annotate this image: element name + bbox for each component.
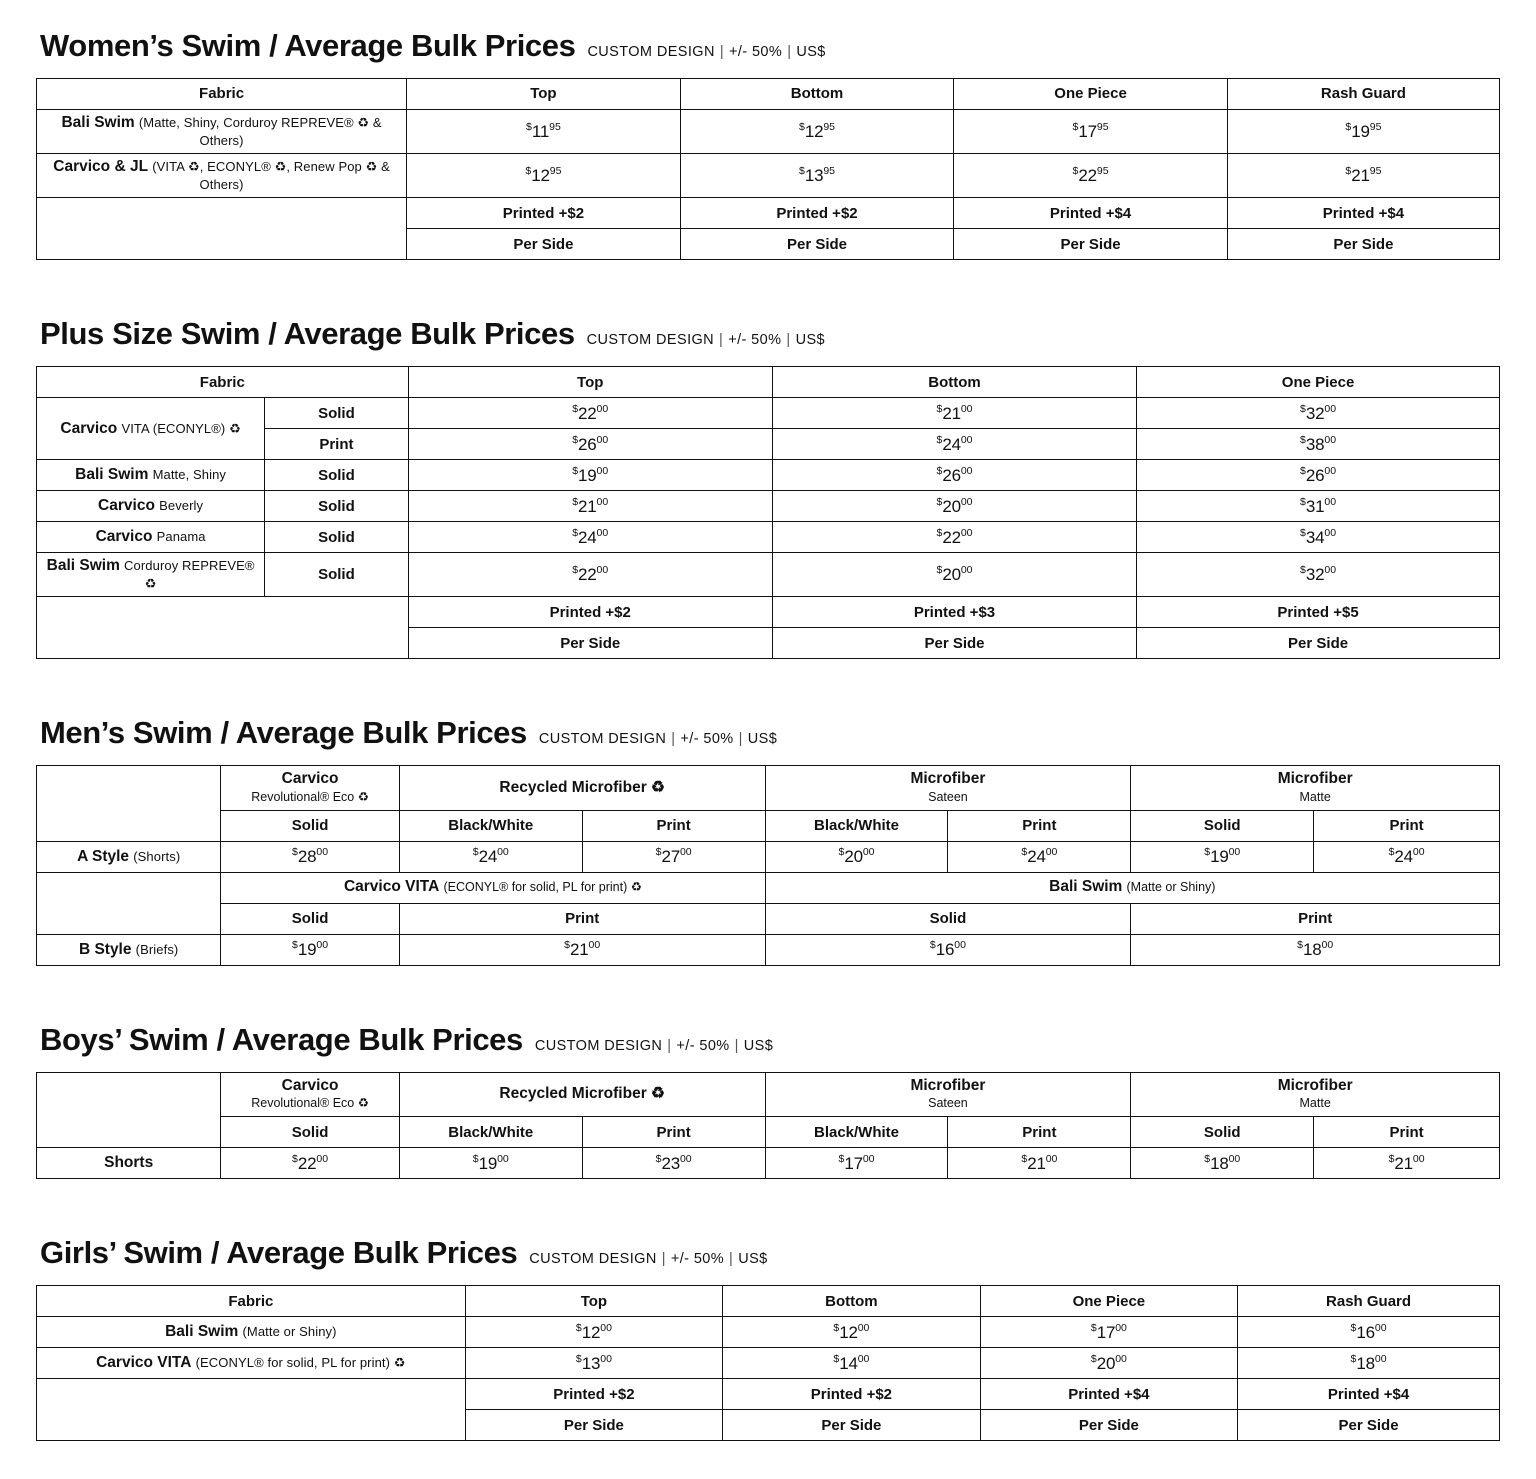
spacer — [36, 667, 1500, 715]
page-title-girls: Girls’ Swim / Average Bulk Prices — [40, 1235, 518, 1271]
table-mens — [36, 765, 1500, 965]
price-cell: $^{\$}31^{00}$ — [1137, 491, 1500, 522]
tolerance-label: +/- 50% — [729, 44, 783, 60]
fabric-desc: (ECONYL® for solid, PL for print) ♻ — [195, 1355, 406, 1371]
fabric-cell — [37, 1317, 466, 1348]
variant-cell: Solid — [265, 460, 408, 491]
table-girls — [36, 1285, 1500, 1441]
fabric-group-microfiber-matte: Microfiber Matte — [1131, 1072, 1500, 1116]
price-cell: $^{\$}20^{00}$ — [772, 553, 1136, 597]
column-header-bottom: Bottom — [680, 79, 954, 110]
printed-surcharge-cell: Printed +$4 — [980, 1379, 1237, 1410]
column-header-one-piece: One Piece — [980, 1286, 1237, 1317]
sub-header-black-white: Black/White — [765, 1117, 948, 1148]
fabric-name: Carvico & JL — [53, 158, 149, 176]
price-cell: $^{\$}32^{00}$ — [1137, 398, 1500, 429]
sub-header-print: Print — [948, 810, 1131, 841]
fabric-cell — [37, 1348, 466, 1379]
price-cell: $^{\$}20^{00}$ — [980, 1348, 1237, 1379]
table-plus-size — [36, 366, 1500, 659]
price-cell: $^{\$}12^{00}$ — [723, 1317, 980, 1348]
printed-surcharge-cell: Printed +$2 — [408, 597, 772, 628]
fabric-group-recycled-microfiber — [399, 766, 765, 810]
per-side-cell: Per Side — [980, 1410, 1237, 1441]
column-header-top: Top — [408, 367, 772, 398]
variant-cell: Solid — [265, 553, 408, 597]
column-header-fabric: Fabric — [37, 1286, 466, 1317]
printed-surcharge-row — [37, 1379, 1500, 1410]
section-meta-boys — [535, 1038, 773, 1054]
table-header-row — [37, 367, 1500, 398]
column-header-one-piece: One Piece — [1137, 367, 1500, 398]
printed-surcharge-row — [37, 597, 1500, 628]
price-cell: $^{\$}20^{00}$ — [772, 491, 1136, 522]
price-cell: $^{\$}23^{00}$ — [582, 1148, 765, 1179]
price-bottom: $^{\$}13^{95}$ — [798, 165, 836, 186]
fabric-cell — [37, 460, 265, 491]
tolerance-label: +/- 50% — [680, 731, 734, 748]
fabric-group-carvico: Carvico Revolutional® Eco ♻ — [221, 766, 399, 810]
price-cell: $^{\$}16^{00}$ — [1238, 1317, 1500, 1348]
fabric-cell — [37, 110, 407, 154]
price-cell: $^{\$}16^{00}$ — [765, 934, 1131, 965]
price-cell: $^{\$}26^{00}$ — [1137, 460, 1500, 491]
sub-header-solid: Solid — [1131, 810, 1314, 841]
printed-surcharge-cell: Printed +$5 — [1137, 597, 1500, 628]
empty-cell — [37, 597, 409, 659]
fabric-name: Bali Swim — [61, 114, 135, 131]
price-one-piece: $^{\$}22^{95}$ — [1072, 165, 1109, 186]
sub-header-solid: Solid — [221, 1117, 399, 1148]
empty-cell — [37, 1072, 221, 1147]
price-cell: $^{\$}21^{00}$ — [772, 398, 1136, 429]
spacer — [36, 268, 1500, 316]
page-title-mens: Men’s Swim / Average Bulk Prices — [40, 715, 527, 751]
table-row — [37, 522, 1500, 553]
fabric-cell — [37, 398, 265, 460]
section-mens — [36, 715, 1500, 965]
table-row — [37, 1317, 1500, 1348]
page-title-womens: Women’s Swim / Average Bulk Prices — [40, 28, 576, 63]
fabric-desc: Beverly — [159, 498, 204, 514]
price-cell: $^{\$}22^{00}$ — [772, 522, 1136, 553]
price-cell — [407, 154, 681, 198]
section-boys — [36, 1022, 1500, 1179]
column-header-rash-guard: Rash Guard — [1238, 1286, 1500, 1317]
fabric-group-bali-swim: Bali Swim (Matte or Shiny) — [765, 872, 1499, 903]
price-cell: $^{\$}38^{00}$ — [1137, 429, 1500, 460]
meta-separator: | — [734, 1037, 739, 1054]
sub-header-print: Print — [948, 1117, 1131, 1148]
table-row — [37, 1348, 1500, 1379]
fabric-desc: (Matte or Shiny) — [242, 1324, 337, 1340]
currency-label: US$ — [795, 332, 825, 349]
sub-header-solid: Solid — [221, 810, 399, 841]
sub-header-print: Print — [1314, 810, 1500, 841]
custom-design-label: CUSTOM DESIGN — [534, 1037, 663, 1054]
fabric-group-carvico-vita: Carvico VITA (ECONYL® for solid, PL for print) ♻ — [221, 872, 765, 903]
price-cell: $^{\$}19^{00}$ — [221, 934, 399, 965]
meta-separator: | — [786, 332, 791, 349]
table-row-shorts — [37, 1148, 1500, 1179]
sub-header-print: Print — [399, 903, 765, 934]
section-plus-size — [36, 316, 1500, 659]
recycle-icon: Recycled Microfiber ♻ — [499, 1085, 665, 1103]
style-label-a — [37, 841, 221, 872]
price-rash-guard: $^{\$}21^{95}$ — [1345, 165, 1382, 186]
section-header-plus-size — [36, 316, 1500, 366]
fabric-desc: Panama — [156, 529, 206, 545]
currency-label: US$ — [747, 731, 778, 748]
section-meta-mens — [539, 731, 777, 747]
price-cell: $^{\$}24^{00}$ — [408, 522, 772, 553]
column-header-bottom: Bottom — [723, 1286, 980, 1317]
sub-header-solid: Solid — [765, 903, 1131, 934]
column-header-one-piece: One Piece — [954, 79, 1228, 110]
price-cell — [680, 110, 954, 154]
fabric-name: Bali Swim — [165, 1323, 239, 1341]
section-meta-girls — [529, 1251, 767, 1267]
price-cell: $^{\$}14^{00}$ — [723, 1348, 980, 1379]
printed-surcharge-cell: Printed +$2 — [723, 1379, 980, 1410]
table-row — [37, 460, 1500, 491]
table-row — [37, 398, 1500, 429]
price-cell: $^{\$}13^{00}$ — [465, 1348, 722, 1379]
tolerance-label: +/- 50% — [670, 1251, 725, 1268]
currency-label: US$ — [743, 1037, 774, 1054]
price-cell: $^{\$}21^{00}$ — [399, 934, 765, 965]
printed-surcharge-row — [37, 198, 1500, 229]
printed-surcharge-cell: Printed +$2 — [407, 198, 681, 229]
section-header-girls — [36, 1235, 1500, 1285]
column-header-rash-guard: Rash Guard — [1227, 79, 1499, 110]
printed-surcharge-cell: Printed +$4 — [1227, 198, 1499, 229]
sub-header-row — [37, 810, 1500, 841]
fabric-cell — [37, 553, 265, 597]
price-bottom: $^{\$}12^{95}$ — [798, 121, 836, 142]
fabric-cell — [37, 154, 407, 198]
variant-cell: Solid — [265, 398, 408, 429]
meta-separator: | — [729, 1251, 734, 1268]
fabric-name: Bali Swim — [46, 557, 120, 575]
price-one-piece: $^{\$}17^{95}$ — [1072, 121, 1109, 142]
fabric-group-header-row-b — [37, 872, 1500, 903]
empty-cell — [37, 1379, 466, 1441]
style-desc: (Briefs) — [135, 941, 179, 957]
fabric-group-microfiber-sateen: Microfiber Sateen — [765, 1072, 1131, 1116]
custom-design-label: CUSTOM DESIGN — [529, 1251, 657, 1268]
section-womens — [36, 28, 1500, 260]
per-side-cell: Per Side — [680, 229, 954, 260]
price-rash-guard: $^{\$}19^{95}$ — [1345, 121, 1382, 142]
printed-surcharge-cell: Printed +$2 — [680, 198, 954, 229]
price-cell: $^{\$}24^{00}$ — [1314, 841, 1500, 872]
fabric-desc: Matte, Shiny — [152, 467, 227, 483]
spacer — [36, 974, 1500, 1022]
table-header-row — [37, 1286, 1500, 1317]
sub-header-black-white: Black/White — [399, 810, 582, 841]
section-meta-plus-size — [587, 332, 825, 348]
table-row-b-style — [37, 934, 1500, 965]
price-cell: $^{\$}18^{00}$ — [1238, 1348, 1500, 1379]
variant-cell: Solid — [265, 522, 408, 553]
column-header-bottom: Bottom — [772, 367, 1136, 398]
section-header-boys — [36, 1022, 1500, 1072]
custom-design-label: CUSTOM DESIGN — [538, 731, 667, 748]
variant-cell: Print — [265, 429, 408, 460]
table-boys — [36, 1072, 1500, 1179]
style-label-b — [37, 934, 221, 965]
printed-surcharge-cell: Printed +$4 — [1238, 1379, 1500, 1410]
price-cell: $^{\$}17^{00}$ — [980, 1317, 1237, 1348]
recycle-icon: Revolutional® Eco ♻ — [251, 789, 369, 804]
table-womens — [36, 78, 1500, 260]
price-cell: $^{\$}20^{00}$ — [765, 841, 948, 872]
printed-surcharge-cell: Printed +$3 — [772, 597, 1136, 628]
empty-cell — [37, 872, 221, 934]
fabric-desc: (Matte, Shiny, Corduroy REPREVE® ♻ & Others) — [138, 115, 382, 148]
fabric-cell — [37, 491, 265, 522]
meta-separator: | — [787, 44, 792, 60]
per-side-cell: Per Side — [1137, 628, 1500, 659]
price-cell: $^{\$}26^{00}$ — [408, 429, 772, 460]
section-meta-womens — [587, 44, 825, 60]
section-header-mens — [36, 715, 1500, 765]
fabric-group-recycled-microfiber — [399, 1072, 765, 1116]
per-side-cell: Per Side — [772, 628, 1136, 659]
fabric-group-microfiber-sateen: Microfiber Sateen — [765, 766, 1131, 810]
section-header-womens — [36, 28, 1500, 78]
sub-header-black-white: Black/White — [399, 1117, 582, 1148]
sub-header-black-white: Black/White — [765, 810, 948, 841]
sub-header-print: Print — [582, 1117, 765, 1148]
price-cell: $^{\$}24^{00}$ — [948, 841, 1131, 872]
price-cell: $^{\$}18^{00}$ — [1131, 1148, 1314, 1179]
fabric-desc: (VITA ♻, ECONYL® ♻, Renew Pop ♻ & Others) — [152, 159, 390, 192]
table-header-row — [37, 79, 1500, 110]
price-top: $^{\$}11^{95}$ — [526, 121, 561, 142]
recycle-icon: Recycled Microfiber ♻ — [499, 778, 665, 796]
meta-separator: | — [719, 332, 724, 349]
price-cell: $^{\$}18^{00}$ — [1131, 934, 1500, 965]
meta-separator: | — [719, 44, 724, 60]
fabric-name: Bali Swim — [75, 466, 149, 484]
column-header-fabric: Fabric — [37, 79, 407, 110]
empty-cell — [37, 198, 407, 260]
custom-design-label: CUSTOM DESIGN — [586, 332, 715, 349]
price-cell: $^{\$}21^{00}$ — [408, 491, 772, 522]
price-cell: $^{\$}21^{00}$ — [948, 1148, 1131, 1179]
currency-label: US$ — [738, 1251, 768, 1268]
price-cell: $^{\$}24^{00}$ — [399, 841, 582, 872]
fabric-desc: Corduroy REPREVE® ♻ — [124, 558, 255, 591]
price-cell — [680, 154, 954, 198]
column-header-top: Top — [407, 79, 681, 110]
price-cell: $^{\$}17^{00}$ — [765, 1148, 948, 1179]
meta-separator: | — [738, 731, 743, 748]
price-cell: $^{\$}34^{00}$ — [1137, 522, 1500, 553]
style-name: Shorts — [104, 1154, 154, 1172]
table-row — [37, 491, 1500, 522]
price-cell: $^{\$}22^{00}$ — [408, 398, 772, 429]
fabric-group-header-row — [37, 1072, 1500, 1116]
currency-label: US$ — [796, 44, 826, 60]
column-header-top: Top — [465, 1286, 722, 1317]
price-cell: $^{\$}27^{00}$ — [582, 841, 765, 872]
per-side-cell: Per Side — [408, 628, 772, 659]
meta-separator: | — [667, 1037, 672, 1054]
fabric-desc: VITA (ECONYL®) ♻ — [121, 420, 241, 436]
price-cell — [407, 110, 681, 154]
printed-surcharge-cell: Printed +$4 — [954, 198, 1228, 229]
price-cell: $^{\$}21^{00}$ — [1314, 1148, 1500, 1179]
sub-header-solid: Solid — [1131, 1117, 1314, 1148]
style-label-shorts — [37, 1148, 221, 1179]
price-cell — [954, 154, 1228, 198]
custom-design-label: CUSTOM DESIGN — [587, 44, 715, 60]
recycle-icon: (ECONYL® for solid, PL for print) ♻ — [443, 880, 642, 895]
sub-header-row-b — [37, 903, 1500, 934]
fabric-group-header-row — [37, 766, 1500, 810]
per-side-cell: Per Side — [1227, 229, 1499, 260]
meta-separator: | — [671, 731, 676, 748]
fabric-group-carvico: Carvico Revolutional® Eco ♻ — [221, 1072, 399, 1116]
meta-separator: | — [661, 1251, 666, 1268]
fabric-name: Carvico — [98, 497, 155, 515]
empty-cell — [37, 766, 221, 841]
price-cell: $^{\$}12^{00}$ — [465, 1317, 722, 1348]
price-cell: $^{\$}22^{00}$ — [408, 553, 772, 597]
price-cell: $^{\$}32^{00}$ — [1137, 553, 1500, 597]
spacer — [36, 1187, 1500, 1235]
price-cell: $^{\$}19^{00}$ — [399, 1148, 582, 1179]
table-row-a-style — [37, 841, 1500, 872]
sub-header-print: Print — [1314, 1117, 1500, 1148]
fabric-name: Carvico VITA — [96, 1354, 192, 1372]
price-cell: $^{\$}19^{00}$ — [408, 460, 772, 491]
sub-header-print: Print — [582, 810, 765, 841]
page-title-plus-size: Plus Size Swim / Average Bulk Prices — [40, 316, 575, 352]
table-row — [37, 110, 1500, 154]
price-cell: $^{\$}28^{00}$ — [221, 841, 399, 872]
price-cell — [1227, 110, 1499, 154]
fabric-group-microfiber-matte: Microfiber Matte — [1131, 766, 1500, 810]
column-header-fabric: Fabric — [37, 367, 409, 398]
recycle-icon: Revolutional® Eco ♻ — [251, 1096, 369, 1111]
price-cell: $^{\$}19^{00}$ — [1131, 841, 1314, 872]
sub-header-print: Print — [1131, 903, 1500, 934]
price-cell: $^{\$}22^{00}$ — [221, 1148, 399, 1179]
style-name: B Style — [78, 940, 132, 958]
fabric-name: Carvico — [95, 528, 153, 546]
table-row — [37, 154, 1500, 198]
per-side-cell: Per Side — [465, 1410, 722, 1441]
sub-header-row — [37, 1117, 1500, 1148]
page-title-boys: Boys’ Swim / Average Bulk Prices — [40, 1021, 523, 1057]
printed-surcharge-cell: Printed +$2 — [465, 1379, 722, 1410]
per-side-cell: Per Side — [1238, 1410, 1500, 1441]
sub-header-solid: Solid — [221, 903, 399, 934]
style-name: A Style — [77, 847, 130, 865]
section-girls — [36, 1235, 1500, 1441]
per-side-cell: Per Side — [954, 229, 1228, 260]
price-cell: $^{\$}26^{00}$ — [772, 460, 1136, 491]
price-cell — [1227, 154, 1499, 198]
per-side-cell: Per Side — [407, 229, 681, 260]
tolerance-label: +/- 50% — [728, 332, 782, 349]
per-side-cell: Per Side — [723, 1410, 980, 1441]
price-top: $^{\$}12^{95}$ — [525, 165, 562, 186]
variant-cell: Solid — [265, 491, 408, 522]
fabric-name: Carvico — [60, 419, 118, 437]
style-desc: (Shorts) — [133, 848, 181, 864]
tolerance-label: +/- 50% — [676, 1037, 730, 1054]
price-cell: $^{\$}24^{00}$ — [772, 429, 1136, 460]
table-row — [37, 553, 1500, 597]
fabric-cell — [37, 522, 265, 553]
price-cell — [954, 110, 1228, 154]
